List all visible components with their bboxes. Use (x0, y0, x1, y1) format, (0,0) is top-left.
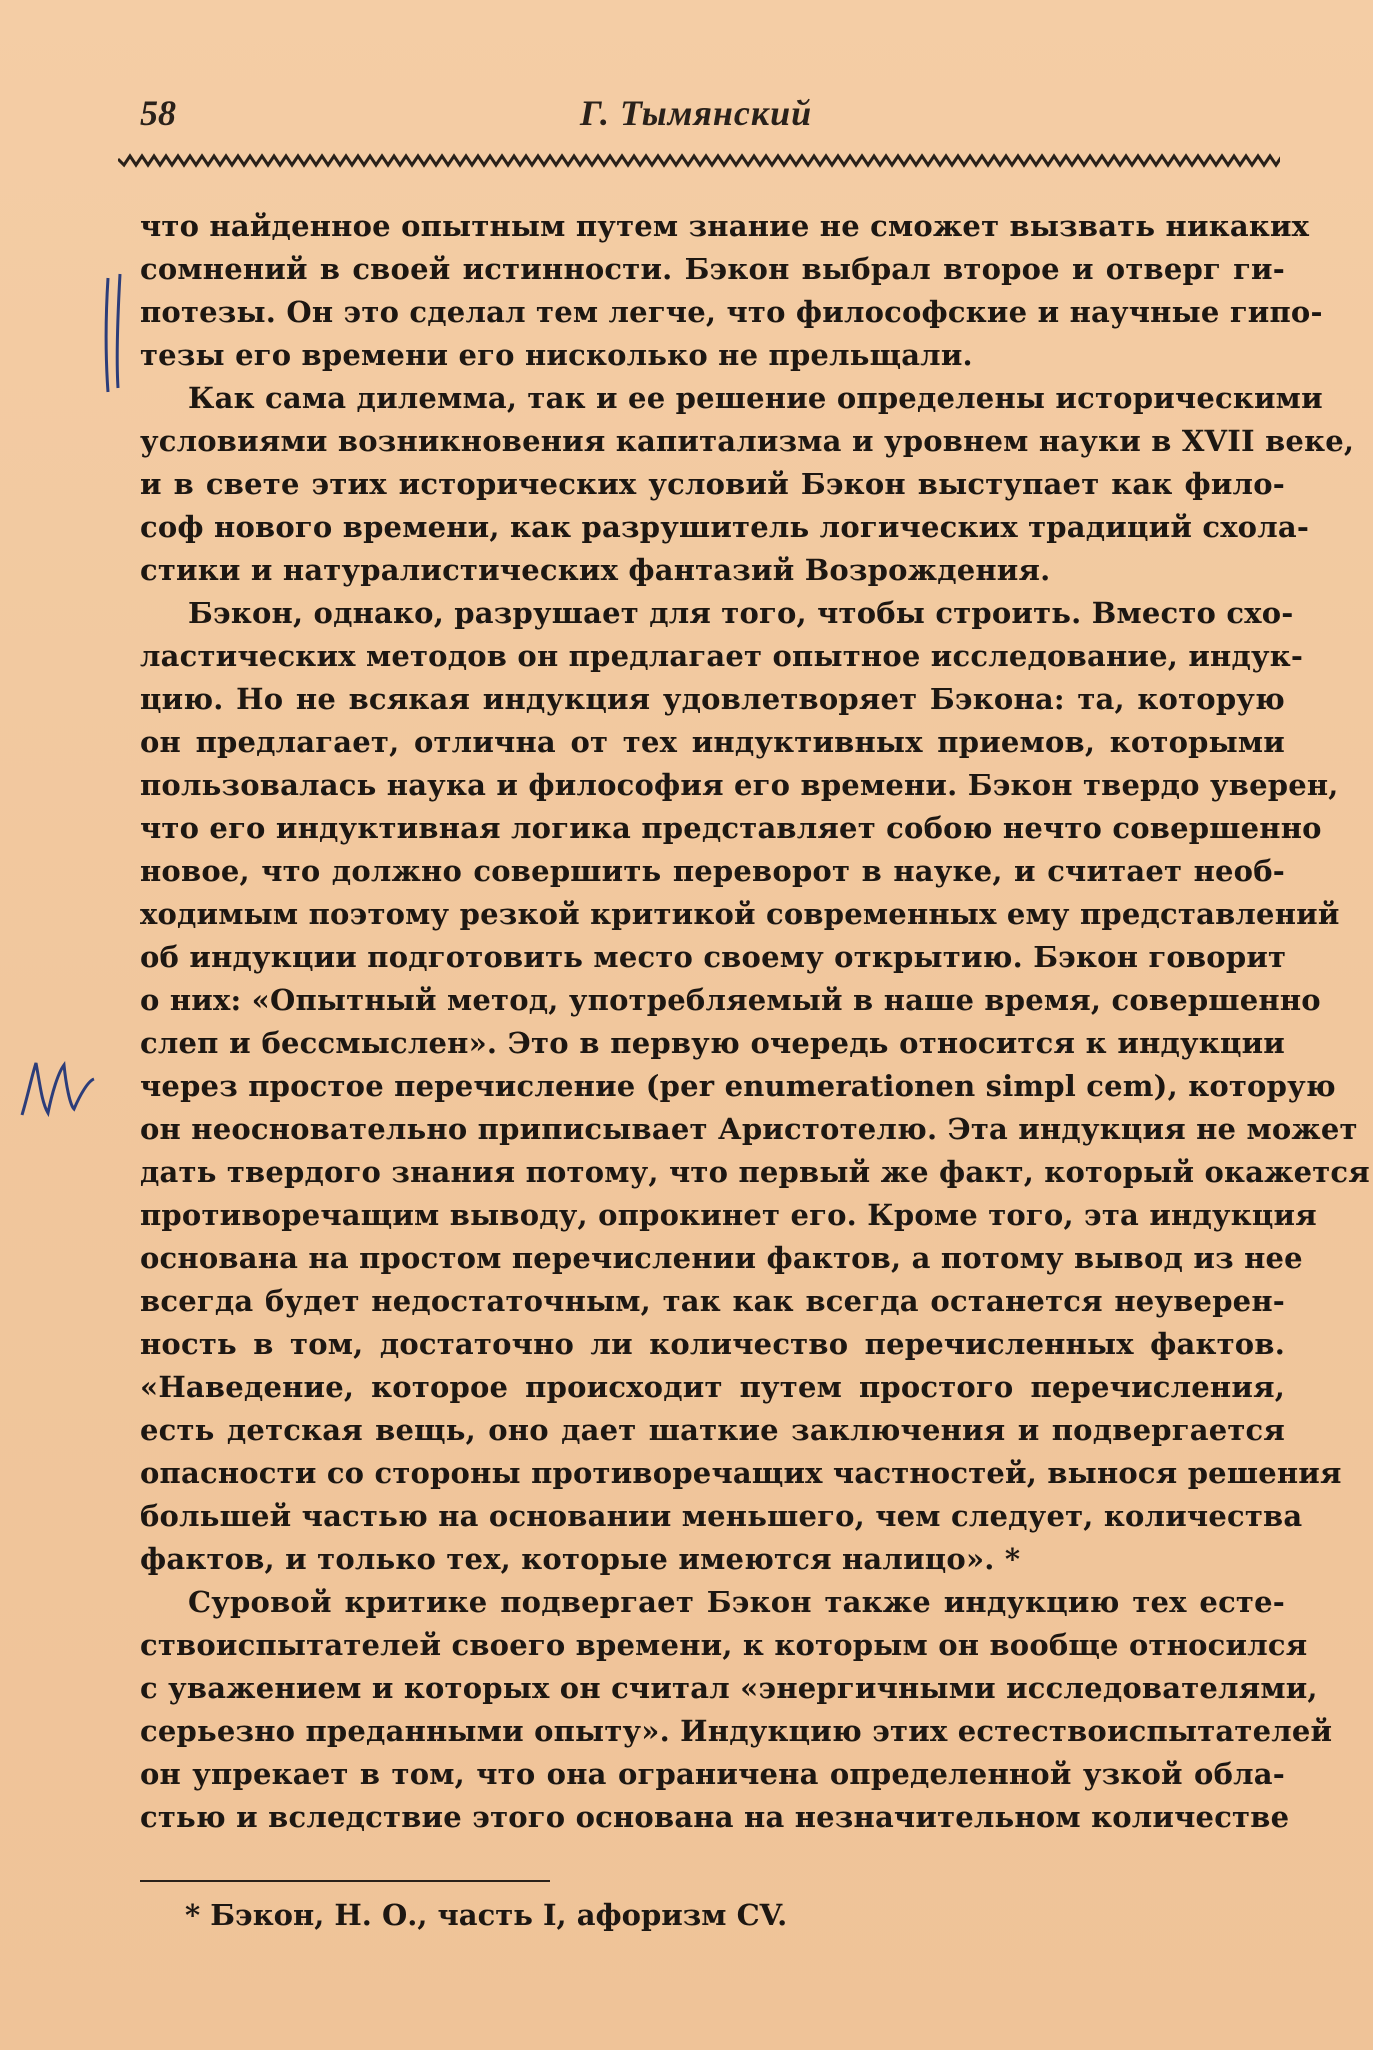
text-line: новое, что должно совершить переворот в науке, и считает необ- (140, 854, 1285, 888)
text-line: Как сама дилемма, так и ее решение определены историческими (188, 381, 1323, 415)
text-line: и в свете этих исторических условий Бэкон выступает как фило- (140, 467, 1285, 501)
text-line: Суровой критике подвергает Бэкон также индукцию тех есте- (188, 1585, 1285, 1619)
text-line: тезы его времени его нисколько не прельщали. (140, 338, 973, 372)
text-line: ходимым поэтому резкой критикой современных ему представлений (140, 897, 1340, 931)
body-text (140, 205, 1370, 1839)
text-line: Бэкон, однако, разрушает для того, чтобы строить. Вместо схо- (188, 596, 1294, 630)
text-line: через простое перечисление (per enumerationen simpl cem), которую (140, 1069, 1336, 1103)
text-line: с уважением и которых он считал «энергичными исследователями, (140, 1671, 1318, 1705)
text-line: есть детская вещь, оно дает шаткие заключения и подвергается (140, 1413, 1285, 1447)
text-line: ность в том, достаточно ли количество перечисленных фактов. (140, 1327, 1285, 1361)
text-line: противоречащим выводу, опрокинет его. Кроме того, эта индукция (140, 1198, 1317, 1232)
text-line: он упрекает в том, что она ограничена определенной узкой обла- (140, 1757, 1285, 1791)
text-line: об индукции подготовить место своему открытию. Бэкон говорит (140, 940, 1287, 974)
running-head: Г. Тымянский (580, 93, 813, 133)
page-number: 58 (140, 93, 176, 133)
text-line: ствоиспытателей своего времени, к которым он вообще относился (140, 1628, 1308, 1662)
text-line: условиями возникновения капитализма и уровнем науки в XVII веке, (140, 424, 1355, 458)
text-line: он предлагает, отлична от тех индуктивных приемов, которыми (140, 725, 1285, 759)
text-line: большей частью на основании меньшего, чем следует, количества (140, 1499, 1303, 1533)
text-line: пользовалась наука и философия его времени. Бэкон твердо уверен, (140, 768, 1339, 802)
text-line: сомнений в своей истинности. Бэкон выбрал второе и отверг ги- (140, 252, 1285, 286)
text-line: о них: «Опытный метод, употребляемый в наше время, совершенно (140, 983, 1321, 1017)
text-line: ластических методов он предлагает опытное исследование, индук- (140, 639, 1304, 673)
text-line: «Наведение, которое происходит путем простого перечисления, (140, 1370, 1285, 1404)
text-line: дать твердого знания потому, что первый же факт, который окажется (140, 1155, 1370, 1189)
margin-pencil-lines-icon (96, 270, 136, 400)
text-line: потезы. Он это сделал тем легче, что философские и научные гипо- (140, 295, 1323, 329)
footnote: * Бэкон, Н. О., часть I, афоризм CV. (185, 1898, 788, 1932)
margin-handwritten-mark-icon (18, 1055, 100, 1125)
footnote-divider (140, 1880, 550, 1882)
text-line: цию. Но не всякая индукция удовлетворяет Бэкона: та, которую (140, 682, 1285, 716)
text-line: он неосновательно приписывает Аристотелю. Эта индукция не может (140, 1112, 1358, 1146)
wavy-ornament-rule (118, 150, 1280, 168)
text-line: основана на простом перечислении фактов, а потому вывод из нее (140, 1241, 1303, 1275)
text-line: опасности со стороны противоречащих частностей, вынося решения (140, 1456, 1342, 1490)
page-header (140, 92, 1280, 142)
text-line: фактов, и только тех, которые имеются налицо». * (140, 1542, 1021, 1576)
text-line: слеп и бессмыслен». Это в первую очередь относится к индукции (140, 1026, 1285, 1060)
text-line: серьезно преданными опыту». Индукцию этих естествоиспытателей (140, 1714, 1333, 1748)
text-line: стью и вследствие этого основана на незначительном количестве (140, 1800, 1290, 1834)
text-line: что его индуктивная логика представляет собою нечто совершенно (140, 811, 1322, 845)
text-line: стики и натуралистических фантазий Возрождения. (140, 553, 1051, 587)
text-line: всегда будет недостаточным, так как всегда останется неуверен- (140, 1284, 1285, 1318)
text-line: что найденное опытным путем знание не сможет вызвать никаких (140, 209, 1310, 243)
text-line: соф нового времени, как разрушитель логических традиций схола- (140, 510, 1310, 544)
